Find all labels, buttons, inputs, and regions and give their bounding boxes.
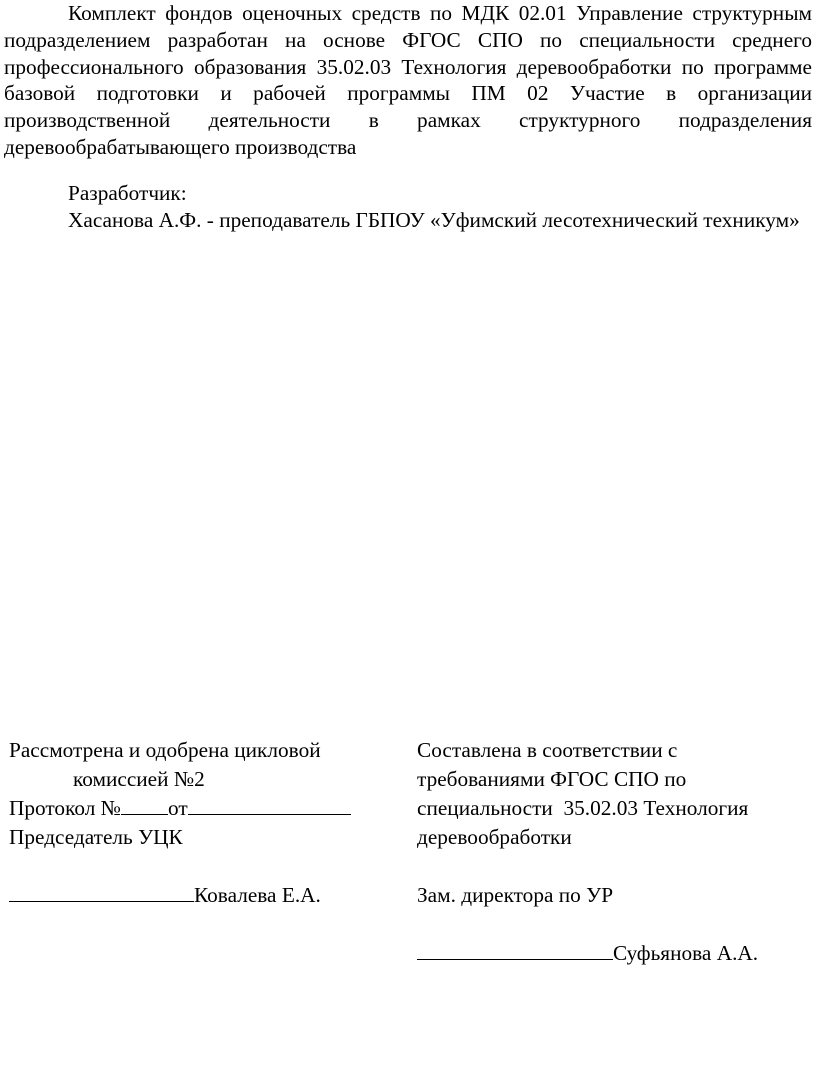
compliance-line-4: деревообработки bbox=[417, 825, 572, 849]
protocol-date-blank bbox=[188, 796, 351, 815]
spacer bbox=[9, 852, 389, 881]
compliance-line-1: Составлена в соответствии с bbox=[417, 738, 678, 762]
approval-line-1: Рассмотрена и одобрена цикловой bbox=[9, 738, 321, 762]
compliance-line-2: требованиями ФГОС СПО по bbox=[417, 767, 687, 791]
protocol-prefix: Протокол № bbox=[9, 796, 121, 820]
spacer bbox=[417, 852, 812, 881]
signature-blank bbox=[417, 941, 613, 960]
chair-label: Председатель УЦК bbox=[9, 825, 183, 849]
developer-label: Разработчик: bbox=[68, 181, 187, 205]
protocol-number-blank bbox=[121, 796, 168, 815]
deputy-signer-name: Суфьянова А.А. bbox=[613, 941, 759, 965]
deputy-signature-line bbox=[417, 939, 812, 968]
signature-blank bbox=[9, 883, 194, 902]
approval-line-2: комиссией №2 bbox=[73, 767, 205, 791]
spacer bbox=[417, 910, 812, 939]
intro-paragraph: Комплект фондов оценочных средств по МДК 02.01 Управление структурным подразделением разработан на основе ФГОС СПО по специальности среднего профессионального образования 35.02.03 Технология деревообработки по программе базовой подготовки и рабочей программы ПМ 02 Участие в организации производственной деятельности в рамках структурного подразделения деревообрабатывающего производства bbox=[4, 1, 812, 159]
developer-text: Хасанова А.Ф. - преподаватель ГБПОУ «Уфимский лесотехнический техникум» bbox=[68, 208, 800, 232]
chair-signature-line bbox=[9, 881, 389, 910]
deputy-label: Зам. директора по УР bbox=[417, 883, 614, 907]
compliance-block bbox=[417, 736, 812, 968]
compliance-line-3: специальности 35.02.03 Технология bbox=[417, 796, 749, 820]
approval-block bbox=[9, 736, 389, 910]
protocol-line bbox=[9, 794, 389, 823]
chair-signer-name: Ковалева Е.А. bbox=[194, 883, 321, 907]
protocol-date-prefix: от bbox=[167, 796, 188, 820]
